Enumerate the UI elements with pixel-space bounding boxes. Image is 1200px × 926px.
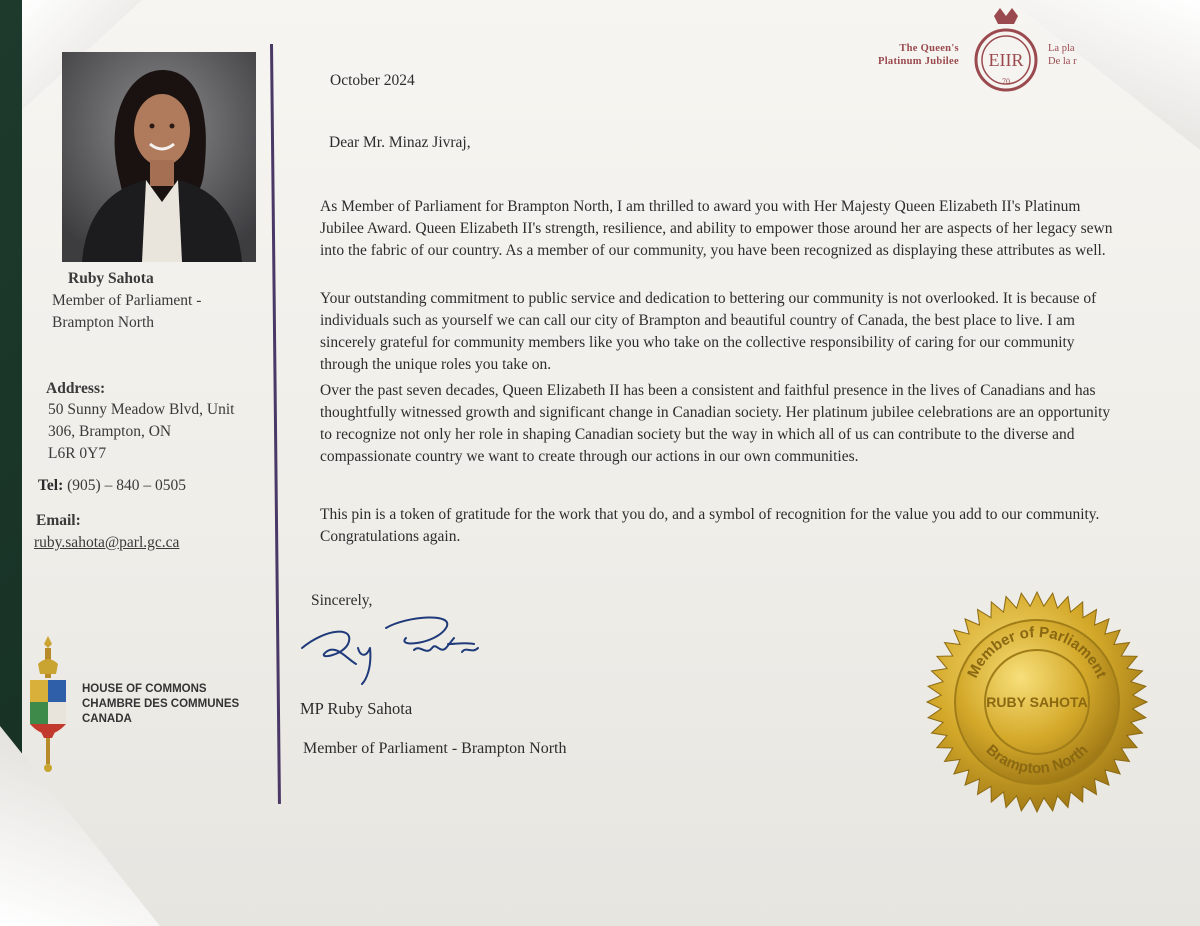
email-link[interactable]: ruby.sahota@parl.gc.ca	[34, 534, 180, 551]
signer-title: Member of Parliament - Brampton North	[303, 740, 567, 757]
letter-paragraph-2: Your outstanding commitment to public service and dedication to bettering our community is not overlooked. It is because of individuals such as yourself we can call our city of Brampton and beautiful country of Canada, the best place to live. I am sincerely grateful for community members like you who take on the collective responsibility of caring for our community through the unique roles you take on.	[320, 290, 1097, 373]
letter-greeting: Dear Mr. Minaz Jivraj,	[329, 134, 471, 151]
signer-name: MP Ruby Sahota	[300, 699, 413, 718]
hoc-line-3: CANADA	[82, 713, 132, 725]
jubilee-number: 70	[1002, 77, 1010, 86]
address-label: Address:	[46, 380, 106, 397]
hoc-line-1: HOUSE OF COMMONS	[82, 683, 207, 695]
jubilee-fr-line-1: La pla	[1048, 43, 1075, 54]
hoc-line-2: CHAMBRE DES COMMUNES	[82, 698, 240, 710]
jubilee-text-fr	[1048, 42, 1077, 68]
jubilee-monogram: EIIR	[988, 50, 1024, 70]
email-label: Email:	[36, 512, 81, 529]
address-line-2: 306, Brampton, ON	[48, 423, 172, 440]
jubilee-fr-line-2: De la r	[1048, 56, 1077, 67]
letter-paragraph-3: Over the past seven decades, Queen Elizabeth II has been a consistent and faithful presence in the lives of Canadians and has thoughtfully witnessed growth and significant change in Canadian society. Her platinum jubilee celebrations are an opportunity to recognize not only her role in shaping Canadian society but the way in which all of us can contribute to the diverse and compassionate country we want to create through our actions in our own communities.	[320, 382, 1111, 465]
portrait-illustration	[62, 52, 256, 262]
sidebar-title: Member of Parliament - Brampton North	[52, 292, 202, 331]
jubilee-line-1: The Queen's	[899, 43, 959, 54]
tel-label: Tel:	[38, 477, 64, 494]
seal-top-textpath: Member of Parliament	[964, 623, 1110, 681]
house-of-commons-crest-icon	[24, 634, 72, 774]
telephone	[38, 475, 186, 497]
letter-closing: Sincerely,	[311, 592, 373, 609]
handwritten-signature	[296, 608, 496, 688]
letter-date: October 2024	[330, 72, 415, 89]
jubilee-line-2: Platinum Jubilee	[878, 56, 959, 67]
letter-paragraph-4: This pin is a token of gratitude for the work that you do, and a symbol of recognition for the value you add to our community. Congratulations again.	[320, 506, 1100, 545]
address-line-3: L6R 0Y7	[48, 445, 107, 462]
jubilee-text-en	[878, 42, 959, 68]
house-of-commons-wordmark	[82, 682, 239, 727]
gold-seal-icon	[926, 586, 1148, 818]
address-value	[48, 399, 268, 465]
address-line-1: 50 Sunny Meadow Blvd, Unit	[48, 401, 235, 418]
sidebar-name: Ruby Sahota	[68, 270, 154, 287]
portrait-photo	[62, 52, 256, 262]
letter-paragraph-1: As Member of Parliament for Brampton North, I am thrilled to award you with Her Majesty Queen Elizabeth II's Platinum Jubilee Award. Queen Elizabeth II's strength, resilience, and ability to empower those around her are aspects of her legacy sewn into the fabric of our country. As a member of our community, you have been recognized as displaying these attributes as well.	[320, 198, 1113, 259]
tel-value: (905) – 840 – 0505	[67, 477, 186, 494]
seal-bottom-textpath: Brampton North	[982, 741, 1092, 778]
seal-center-text: RUBY SAHOTA	[986, 694, 1088, 710]
